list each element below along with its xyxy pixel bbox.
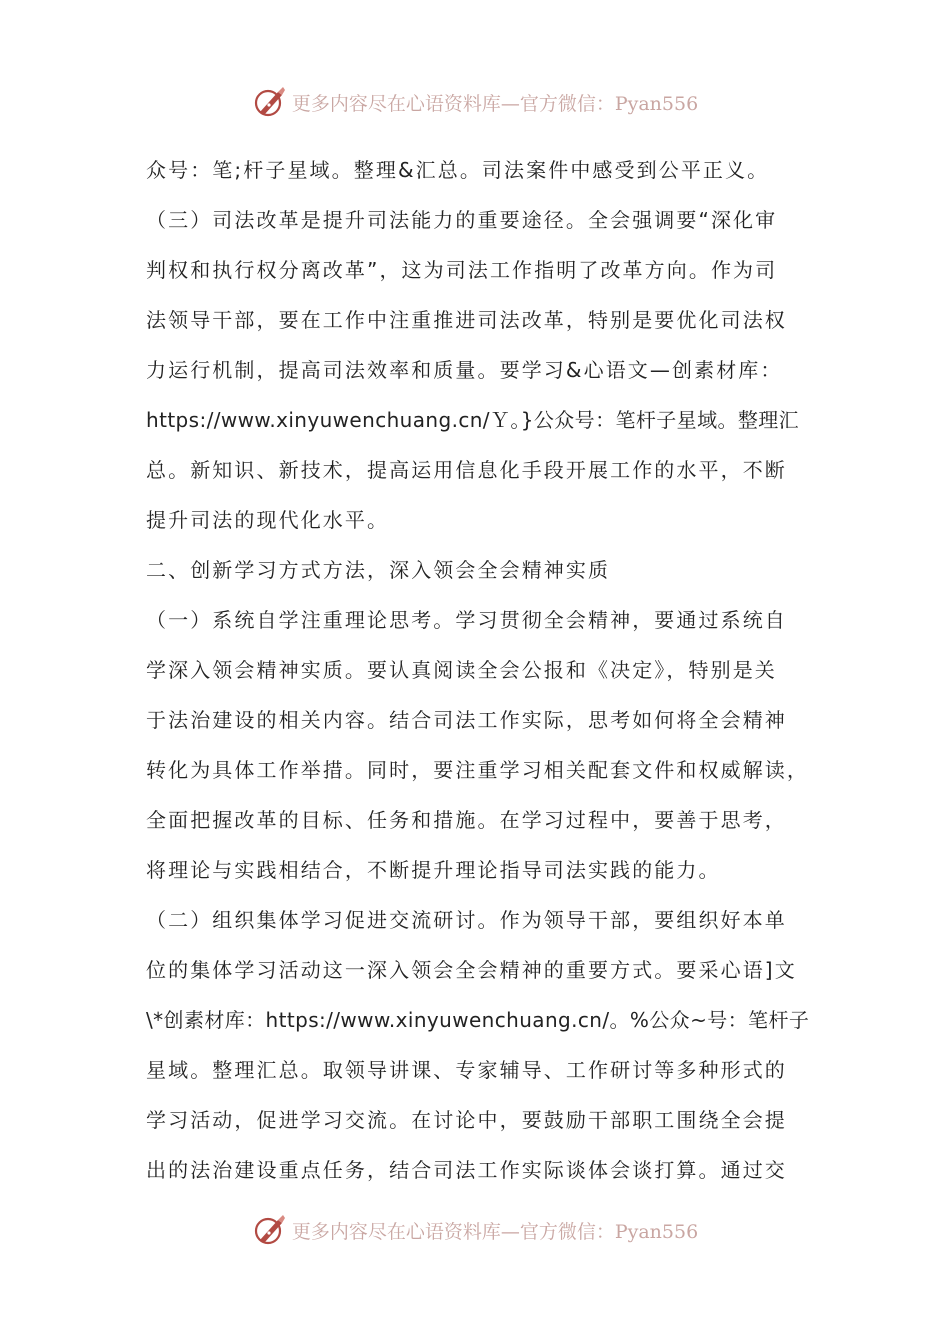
text-line: 法领导干部，要在工作中注重推进司法改革，特别是要优化司法权 — [146, 308, 787, 332]
pen-nib-logo-icon — [252, 84, 288, 120]
text-line: \*创素材库：https://www.xinyuwenchuang.cn/。%公众~号：笔杆子 — [146, 1008, 810, 1032]
text-line: 全面把握改革的目标、任务和措施。在学习过程中，要善于思考， — [146, 808, 787, 832]
text-line: 提升司法的现代化水平。 — [146, 508, 390, 532]
text-line: 判权和执行权分离改革”，这为司法工作指明了改革方向。作为司 — [146, 258, 778, 282]
text-line: 于法治建设的相关内容。结合司法工作实际，思考如何将全会精神 — [146, 708, 787, 732]
pen-nib-logo-icon — [252, 1212, 288, 1248]
footer-watermark-banner — [0, 1208, 950, 1252]
text-line: 学习活动，促进学习交流。在讨论中，要鼓励干部职工围绕全会提 — [146, 1108, 787, 1132]
text-line: 星域。整理汇总。取领导讲课、专家辅导、工作研讨等多种形式的 — [146, 1058, 787, 1082]
text-line: 位的集体学习活动这一深入领会全会精神的重要方式。要采心语]文 — [146, 958, 797, 982]
text-line: 出的法治建设重点任务，结合司法工作实际谈体会谈打算。通过交 — [146, 1158, 787, 1182]
text-line: （三）司法改革是提升司法能力的重要途径。全会强调要“深化审 — [146, 208, 778, 232]
footer-watermark-text: 更多内容尽在心语资料库—官方微信：Pyan556 — [291, 1220, 699, 1243]
text-line: 众号：笔;杆子星域。整理&汇总。司法案件中感受到公平正义。 — [146, 158, 770, 182]
text-line: （一）系统自学注重理论思考。学习贯彻全会精神，要通过系统自 — [146, 608, 787, 632]
document-body — [146, 145, 826, 1195]
header-watermark-text: 更多内容尽在心语资料库—官方微信：Pyan556 — [291, 92, 699, 115]
section-heading: 二、创新学习方式方法，深入领会全会精神实质 — [146, 558, 611, 582]
header-watermark-banner — [0, 80, 950, 124]
text-line: 力运行机制，提高司法效率和质量。要学习&心语文—创素材库： — [146, 358, 783, 382]
text-line: 总。新知识、新技术，提高运用信息化手段开展工作的水平，不断 — [146, 458, 787, 482]
text-line: （二）组织集体学习促进交流研讨。作为领导干部，要组织好本单 — [146, 908, 787, 932]
text-line: https://www.xinyuwenchuang.cn/Ｙ。}公众号：笔杆子星域。整理汇 — [146, 408, 800, 432]
text-line: 学深入领会精神实质。要认真阅读全会公报和《决定》，特别是关 — [146, 658, 777, 682]
text-line: 转化为具体工作举措。同时，要注重学习相关配套文件和权威解读， — [146, 758, 809, 782]
text-line: 将理论与实践相结合，不断提升理论指导司法实践的能力。 — [146, 858, 721, 882]
